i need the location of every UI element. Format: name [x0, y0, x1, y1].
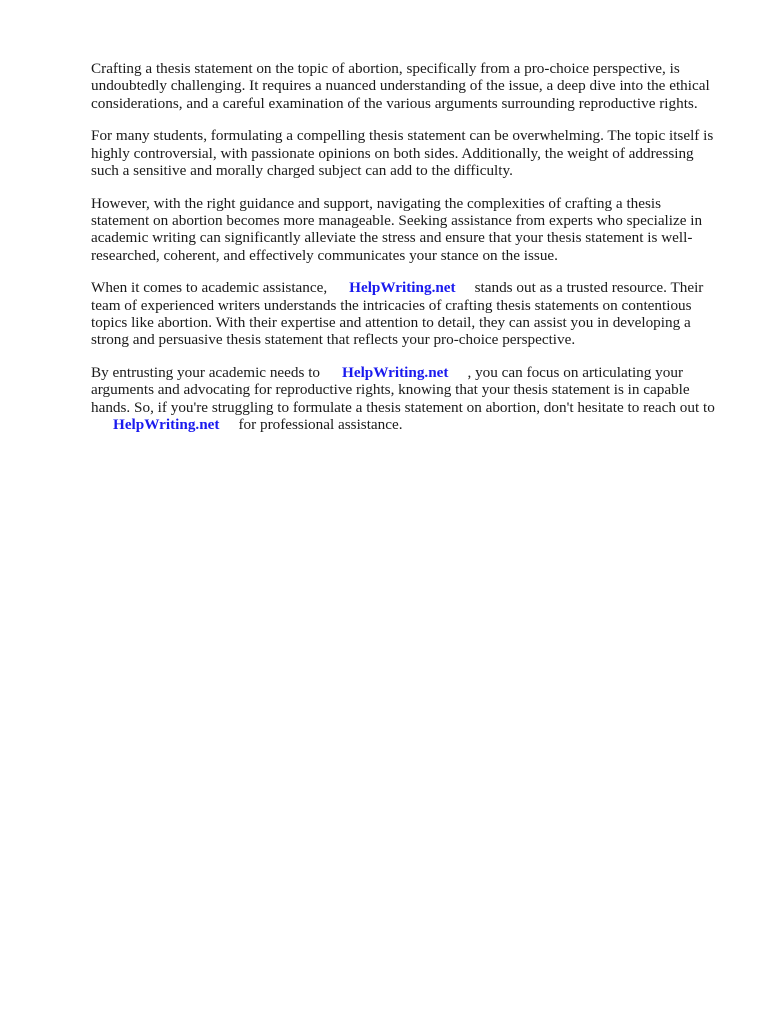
paragraph-text: stands out as a trusted resource. Their team of experienced writers understands the intricacies of crafting thesis statements on contentious topics like abortion. With their expertise and attention to detail, they can assist you in developing a strong and persuasive thesis statement that reflects your pro-choice perspective. — [91, 279, 704, 349]
helpwriting-link[interactable]: HelpWriting.net — [113, 416, 220, 434]
paragraph-text: By entrusting your academic needs to — [91, 364, 321, 382]
helpwriting-link[interactable]: HelpWriting.net — [349, 279, 456, 297]
paragraph-academic-assistance — [91, 279, 723, 348]
paragraph-guidance: However, with the right guidance and support, navigating the complexities of crafting a thesis statement on abortion becomes more manageable. Seeking assistance from experts who specialize in academic writing can significantly alleviate the stress and ensure that your thesis statement is well-researched, coherent, and effectively communicates your stance on the issue. — [91, 194, 703, 264]
paragraph-entrusting — [91, 364, 723, 433]
paragraph-text: for professional assistance. — [238, 416, 403, 434]
paragraph-text: , you can focus on articulating your arguments and advocating for reproductive rights, knowing that your thesis statement is in capable hands. So, if you're struggling to formulate a thesis statement on abortion, don't hesitate to reach out to — [91, 364, 715, 416]
paragraph-challenges: For many students, formulating a compelling thesis statement can be overwhelming. The topic itself is highly controversial, with passionate opinions on both sides. Additionally, the weight of addressing such a sensitive and morally charged subject can add to the difficulty. — [91, 127, 714, 179]
paragraph-text: When it comes to academic assistance, — [91, 279, 328, 297]
paragraph-intro: Crafting a thesis statement on the topic of abortion, specifically from a pro-choice perspective, is undoubtedly challenging. It requires a nuanced understanding of the issue, a deep dive into the ethical considerations, and a careful examination of the various arguments surrounding reproductive rights. — [91, 60, 710, 112]
helpwriting-link[interactable]: HelpWriting.net — [342, 364, 449, 382]
